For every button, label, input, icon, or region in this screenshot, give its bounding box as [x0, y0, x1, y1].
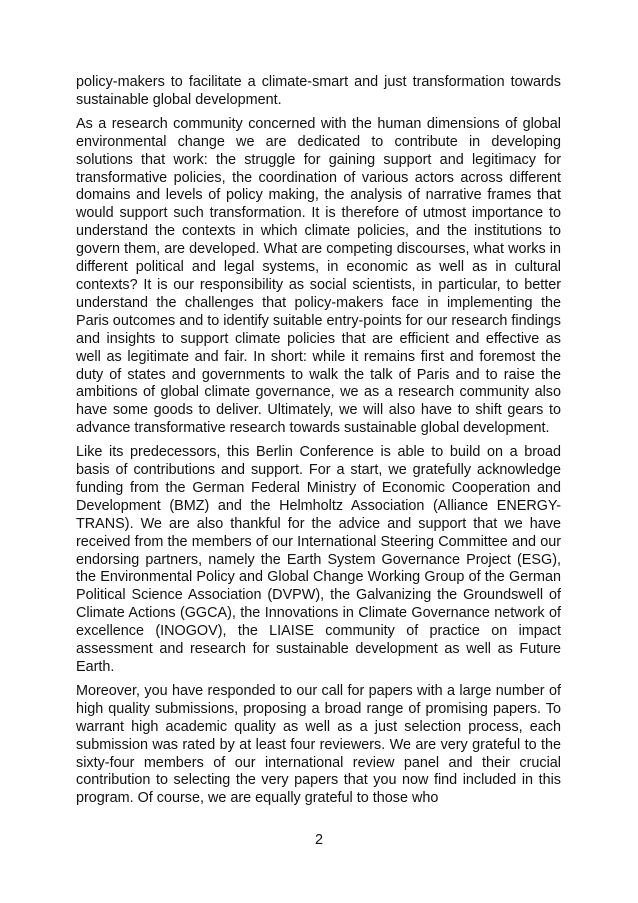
page-number: 2 — [314, 832, 323, 848]
paragraph-call-for-papers: Moreover, you have responded to our call for papers with a large number of high quality submissions, proposing a broad range of promising papers. To warrant high academic quality as well as a just selection process, each submission was rated by at least four reviewers. We are very grateful to the sixty-four members of our international review panel and their crucial contribution to selecting the very papers that you now find included in this program. Of course, we are equally grateful to those who — [76, 682, 561, 807]
paragraph-research-community: As a research community concerned with the human dimensions of global environmental change we are dedicated to contribute in developing solutions that work: the struggle for gaining support and legitimacy for transformative policies, the coordination of various actors across different domains and levels of policy making, the analysis of narrative frames that would support such transformation. It is therefore of utmost importance to understand the contexts in which climate policies, and the institutions to govern them, are developed. What are competing discourses, what works in different political and legal systems, in economic as well as in cultural contexts? It is our responsibility as social scientists, in particular, to better understand the challenges that policy-makers face in implementing the Paris outcomes and to identify suitable entry-points for our research findings and insights to support climate policies that are efficient and effective as well as legitimate and fair. In short: while it remains first and foremost the duty of states and governments to walk the talk of Paris and to raise the ambitions of global climate governance, we as a research community also have some goods to deliver. Ultimately, we will also have to shift gears to advance transformative research towards sustainable global development. — [76, 115, 561, 437]
paragraph-continuation: policy-makers to facilitate a climate-smart and just transformation towards sustainable global development. — [76, 74, 561, 108]
paragraph-acknowledgements: Like its predecessors, this Berlin Conference is able to build on a broad basis of contributions and support. For a start, we gratefully acknowledge funding from the German Federal Ministry of Economic Cooperation and Development (BMZ) and the Helmholtz Association (Alliance ENERGY-TRANS). We are also thankful for the advice and support that we have received from the members of our International Steering Committee and our endorsing partners, namely the Earth System Governance Project (ESG), the Environmental Policy and Global Change Working Group of the German Political Science Association (DVPW), the Galvanizing the Groundswell of Climate Actions (GGCA), the Innovations in Climate Governance network of excellence (INOGOV), the LIAISE community of practice on impact assessment and research for sustainable development as well as Future Earth. — [76, 444, 561, 675]
body-text — [76, 74, 561, 808]
